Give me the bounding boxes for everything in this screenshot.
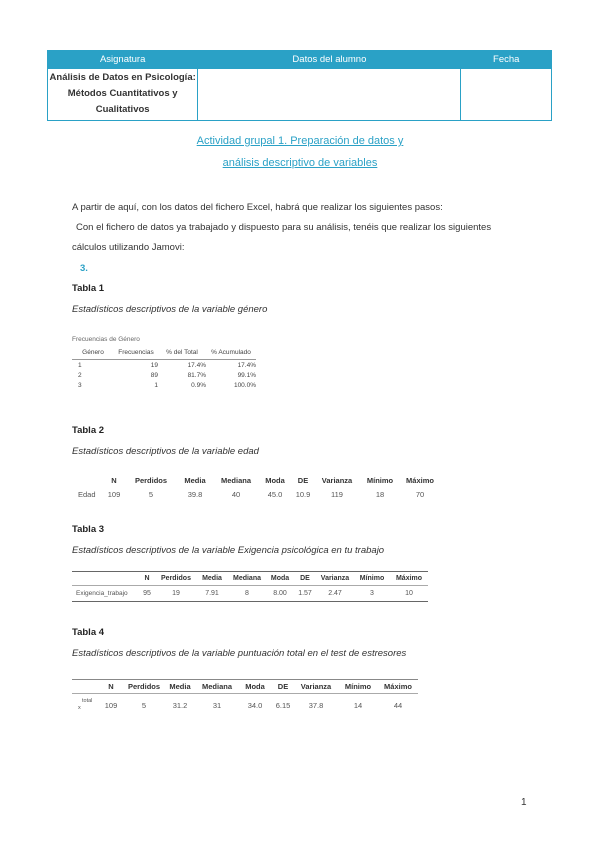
cell: 39.8 bbox=[187, 489, 203, 499]
cell: 17.4% bbox=[237, 361, 256, 369]
col-header: Máximo bbox=[378, 680, 418, 694]
cell: 31 bbox=[212, 700, 222, 710]
frequency-table bbox=[72, 346, 256, 390]
subject-cell bbox=[48, 69, 198, 121]
col-header: Mínimo bbox=[354, 572, 390, 586]
col-header: N bbox=[138, 572, 156, 586]
col-header: Mínimo bbox=[338, 680, 378, 694]
col-header: Varianza bbox=[321, 475, 353, 485]
col-header: Media bbox=[184, 475, 206, 485]
demand-stats-table bbox=[72, 571, 428, 602]
col-header: Moda bbox=[266, 572, 294, 586]
cell: 109 bbox=[104, 700, 118, 710]
activity-title-line2: análisis descriptivo de variables bbox=[222, 157, 378, 169]
col-header: Máximo bbox=[406, 475, 434, 485]
col-header: Varianza bbox=[294, 680, 338, 694]
col-header: Mínimo bbox=[366, 475, 394, 485]
step-number: 3. bbox=[80, 263, 88, 274]
cell: 34.0 bbox=[247, 700, 263, 710]
table1-label: Tabla 1 bbox=[72, 283, 105, 294]
col-header: DE bbox=[297, 475, 309, 485]
col-header: DE bbox=[272, 680, 294, 694]
cell: 45.0 bbox=[267, 489, 283, 499]
col-header: DE bbox=[294, 572, 316, 586]
table4-caption: Estadísticos descriptivos de la variable puntuación total en el test de estresores bbox=[72, 648, 407, 659]
header-fecha: Fecha bbox=[461, 51, 552, 69]
table-row bbox=[72, 380, 256, 390]
col-header: Mediana bbox=[196, 680, 238, 694]
cell: 40 bbox=[231, 489, 241, 499]
cell: 10 bbox=[405, 590, 413, 597]
col-header: Media bbox=[196, 572, 228, 586]
col-header: Género bbox=[72, 346, 114, 360]
subject-line: Análisis de Datos en Psicología: bbox=[49, 72, 196, 83]
table2-label: Tabla 2 bbox=[72, 425, 105, 436]
table-row bbox=[72, 370, 256, 380]
cell: 109 bbox=[107, 489, 121, 499]
table-row bbox=[72, 694, 418, 717]
col-header: Perdidos bbox=[134, 475, 168, 485]
row-label: total bbox=[82, 698, 93, 704]
table1-mini-title: Frecuencias de Género bbox=[72, 336, 140, 343]
col-header: Perdidos bbox=[124, 680, 164, 694]
cell: 99.1% bbox=[237, 371, 256, 379]
cell: Exigencia_trabajo bbox=[76, 590, 128, 597]
subject-line: Métodos Cuantitativos y bbox=[67, 88, 178, 99]
intro-paragraph: A partir de aquí, con los datos del fichero Excel, habrá que realizar los siguientes pasos: bbox=[72, 202, 443, 213]
cell: 3 bbox=[78, 381, 82, 389]
cell: 89 bbox=[150, 371, 158, 379]
cell: 5 bbox=[148, 489, 154, 499]
cell: 1.57 bbox=[298, 590, 312, 597]
col-header: % del Total bbox=[158, 346, 206, 360]
cell: 8.00 bbox=[273, 590, 287, 597]
date-cell bbox=[461, 69, 552, 121]
stressors-stats-table bbox=[72, 679, 418, 716]
cell: 7.91 bbox=[205, 590, 219, 597]
col-header: N bbox=[111, 475, 117, 485]
cell: 44 bbox=[393, 700, 403, 710]
col-header: Media bbox=[164, 680, 196, 694]
cell: 95 bbox=[143, 590, 151, 597]
cell: 19 bbox=[172, 590, 180, 597]
table2-caption: Estadísticos descriptivos de la variable edad bbox=[72, 446, 259, 457]
col-header: Mediana bbox=[220, 475, 251, 485]
cell: 119 bbox=[331, 489, 343, 499]
col-header: Varianza bbox=[316, 572, 354, 586]
cell: 10.9 bbox=[295, 489, 311, 499]
cell: 18 bbox=[375, 489, 385, 499]
col-header: Frecuencias bbox=[114, 346, 158, 360]
col-header bbox=[72, 473, 102, 487]
table-row bbox=[72, 360, 256, 371]
cell: 1 bbox=[154, 381, 158, 389]
table3-label: Tabla 3 bbox=[72, 524, 105, 535]
col-header: Moda bbox=[265, 475, 285, 485]
instruction-paragraph-cont: cálculos utilizando Jamovi: bbox=[72, 242, 185, 253]
cell: 8 bbox=[245, 590, 249, 597]
cell: 37.8 bbox=[308, 700, 324, 710]
cell: 2 bbox=[78, 371, 82, 379]
header-asignatura: Asignatura bbox=[48, 51, 198, 69]
cell: 6.15 bbox=[275, 700, 291, 710]
table-row bbox=[72, 487, 440, 501]
table-row bbox=[72, 586, 428, 602]
cell: 100.0% bbox=[233, 381, 256, 389]
cell: 5 bbox=[141, 700, 147, 710]
page-number: 1 bbox=[521, 797, 527, 808]
table3-caption: Estadísticos descriptivos de la variable Exigencia psicológica en tu trabajo bbox=[72, 545, 385, 556]
row-label-cell bbox=[72, 694, 98, 717]
instruction-paragraph: Con el fichero de datos ya trabajado y dispuesto para su análisis, tenéis que realizar los siguientes bbox=[76, 222, 492, 233]
cell: 2.47 bbox=[328, 590, 342, 597]
cell: 70 bbox=[415, 489, 425, 499]
col-header: Mediana bbox=[228, 572, 266, 586]
cell: 0.9% bbox=[191, 381, 206, 389]
col-header: % Acumulado bbox=[206, 346, 256, 360]
col-header: Perdidos bbox=[156, 572, 196, 586]
cell: 14 bbox=[353, 700, 363, 710]
col-header: Moda bbox=[238, 680, 272, 694]
col-header: Máximo bbox=[390, 572, 428, 586]
table1-caption: Estadísticos descriptivos de la variable género bbox=[72, 304, 268, 315]
cell: 19 bbox=[150, 361, 158, 369]
cell: Edad bbox=[78, 489, 96, 499]
cell: 17.4% bbox=[187, 361, 206, 369]
col-header bbox=[72, 572, 138, 586]
activity-title-line1: Actividad grupal 1. Preparación de datos y bbox=[196, 135, 404, 147]
cell: 81.7% bbox=[187, 371, 206, 379]
subject-line: Cualitativos bbox=[95, 104, 150, 115]
header-datos-alumno: Datos del alumno bbox=[198, 51, 461, 69]
row-label: x bbox=[78, 705, 81, 711]
cell: 3 bbox=[370, 590, 374, 597]
age-stats-table bbox=[72, 473, 440, 501]
table4-label: Tabla 4 bbox=[72, 627, 105, 638]
cell: 31.2 bbox=[172, 700, 188, 710]
student-data-cell bbox=[198, 69, 461, 121]
col-header: N bbox=[98, 680, 124, 694]
col-header bbox=[72, 680, 98, 694]
cell: 1 bbox=[78, 361, 82, 369]
header-table bbox=[47, 50, 552, 121]
